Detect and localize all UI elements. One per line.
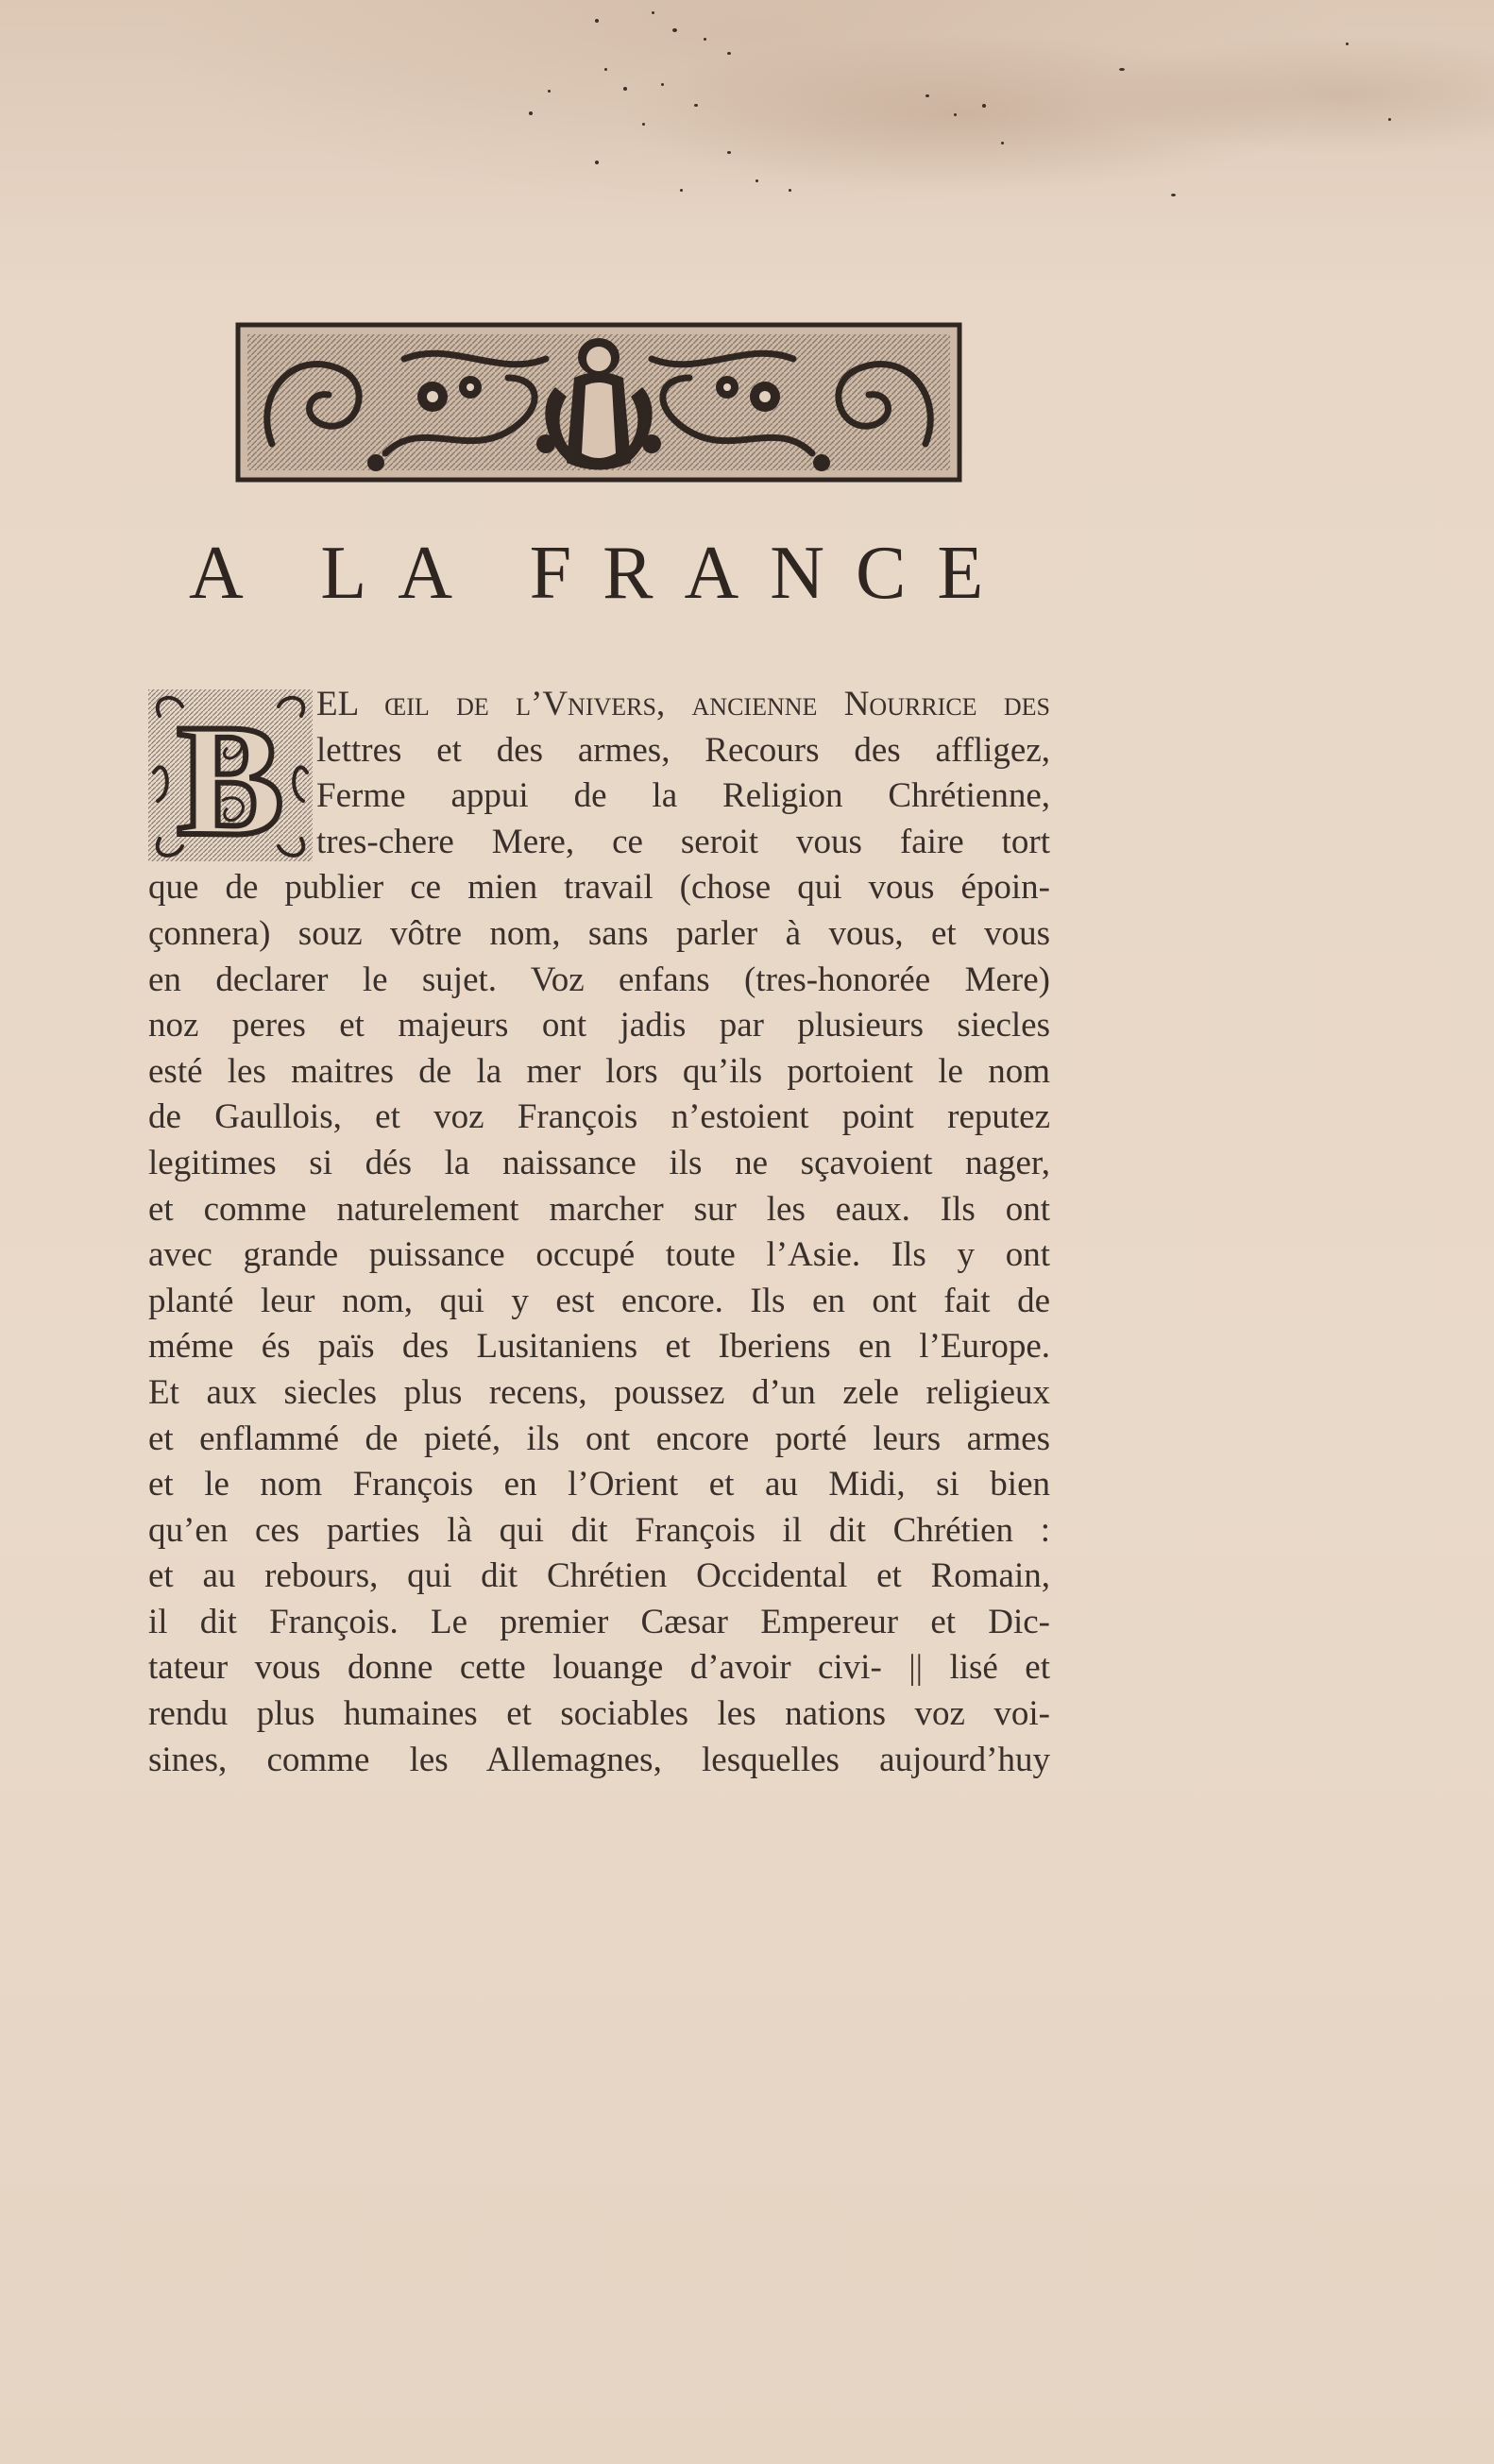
ornamental-headpiece [234, 321, 963, 484]
text-line: méme és païs des Lusitaniens et Iberiens en l’Europe. [148, 1327, 1050, 1367]
text-line [148, 682, 1050, 728]
text-line: Ferme appui de la Religion Chrétienne, [316, 776, 1050, 816]
text-line: et comme naturelement marcher sur les eaux. Ils ont [148, 1189, 1050, 1229]
text-line: avec grande puissance occupé toute l’Asie. Ils y ont [148, 1235, 1050, 1275]
text-line: esté les maitres de la mer lors qu’ils portoient le nom [148, 1051, 1050, 1091]
text-line: tateur vous donne cette louange d’avoir civi- || lisé et [148, 1648, 1050, 1688]
page-title: A LA FRANCE [189, 532, 1015, 615]
text-line: et enflammé de pieté, ils ont encore porté leurs armes [148, 1419, 1050, 1458]
text-line: de Gaullois, et voz François n’estoient point reputez [148, 1097, 1050, 1137]
text-line: planté leur nom, qui y est encore. Ils en ont fait de [148, 1281, 1050, 1320]
text-line: lettres et des armes, Recours des affligez, [316, 730, 1050, 770]
body-text [148, 682, 1050, 1783]
text-line: çonnera) souz vôtre nom, sans parler à vous, et vous [148, 913, 1050, 953]
svg-text:B: B [177, 691, 284, 863]
text-line: et au rebours, qui dit Chrétien Occidental et Romain, [148, 1556, 1050, 1596]
text-line: sines, comme les Allemagnes, lesquelles aujourd’huy [148, 1740, 1050, 1779]
text-line: noz peres et majeurs ont jadis par plusieurs siecles [148, 1006, 1050, 1045]
text-line: il dit François. Le premier Cæsar Empereur et Dic- [148, 1602, 1050, 1641]
text-line: qu’en ces parties là qui dit François il dit Chrétien : [148, 1510, 1050, 1550]
text-line: legitimes si dés la naissance ils ne sçavoient nager, [148, 1143, 1050, 1182]
text-line: rendu plus humaines et sociables les nations voz voi- [148, 1694, 1050, 1734]
line-text: EL œil de l’Vnivers, ancienne Nourrice des [316, 685, 1050, 723]
text-line: Et aux siecles plus recens, poussez d’un zele religieux [148, 1372, 1050, 1412]
text-line: tres-chere Mere, ce seroit vous faire tort [316, 822, 1050, 861]
text-line: en declarer le sujet. Voz enfans (tres-honorée Mere) [148, 960, 1050, 999]
text-line: et le nom François en l’Orient et au Midi, si bien [148, 1465, 1050, 1504]
text-line: que de publier ce mien travail (chose qui vous époin- [148, 868, 1050, 908]
